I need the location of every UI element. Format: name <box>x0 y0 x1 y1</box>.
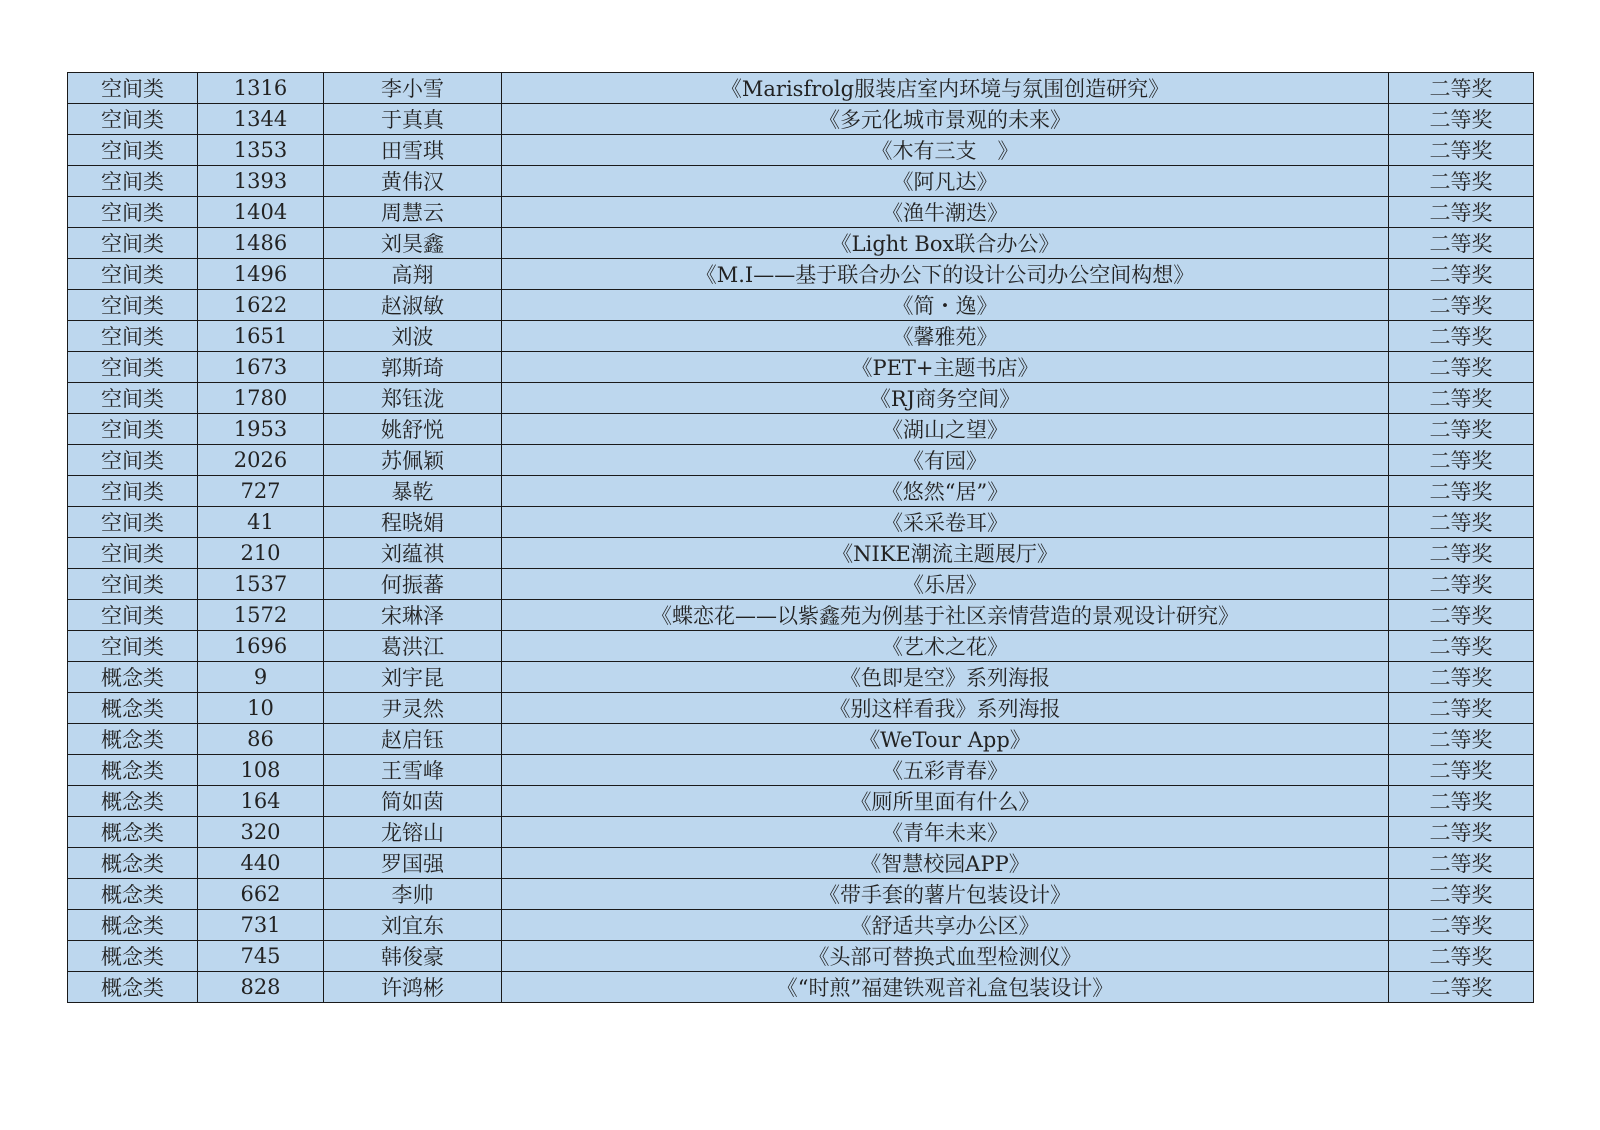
work-title-cell: 《采采卷耳》 <box>502 507 1389 538</box>
entry-id-cell: 320 <box>198 817 324 848</box>
author-name-cell: 简如茵 <box>324 786 502 817</box>
category-cell: 空间类 <box>68 383 198 414</box>
work-title-cell: 《木有三支 》 <box>502 135 1389 166</box>
award-table <box>67 72 1534 1003</box>
award-level-cell: 二等奖 <box>1389 383 1534 414</box>
work-title-cell: 《厕所里面有什么》 <box>502 786 1389 817</box>
award-level-cell: 二等奖 <box>1389 600 1534 631</box>
award-level-cell: 二等奖 <box>1389 445 1534 476</box>
author-name-cell: 许鸿彬 <box>324 972 502 1003</box>
category-cell: 概念类 <box>68 910 198 941</box>
work-title-cell: 《悠然“居”》 <box>502 476 1389 507</box>
award-level-cell: 二等奖 <box>1389 941 1534 972</box>
table-row <box>68 755 1534 786</box>
author-name-cell: 高翔 <box>324 259 502 290</box>
work-title-cell: 《有园》 <box>502 445 1389 476</box>
table-row <box>68 290 1534 321</box>
work-title-cell: 《头部可替换式血型检测仪》 <box>502 941 1389 972</box>
entry-id-cell: 1696 <box>198 631 324 662</box>
table-row <box>68 321 1534 352</box>
entry-id-cell: 108 <box>198 755 324 786</box>
award-level-cell: 二等奖 <box>1389 135 1534 166</box>
award-level-cell: 二等奖 <box>1389 352 1534 383</box>
author-name-cell: 刘宜东 <box>324 910 502 941</box>
author-name-cell: 田雪琪 <box>324 135 502 166</box>
category-cell: 空间类 <box>68 290 198 321</box>
work-title-cell: 《蝶恋花——以紫鑫苑为例基于社区亲情营造的景观设计研究》 <box>502 600 1389 631</box>
table-row <box>68 662 1534 693</box>
author-name-cell: 尹灵然 <box>324 693 502 724</box>
category-cell: 概念类 <box>68 879 198 910</box>
category-cell: 概念类 <box>68 817 198 848</box>
table-row <box>68 972 1534 1003</box>
award-level-cell: 二等奖 <box>1389 662 1534 693</box>
work-title-cell: 《Marisfrolg服装店室内环境与氛围创造研究》 <box>502 73 1389 104</box>
table-row <box>68 941 1534 972</box>
author-name-cell: 葛洪江 <box>324 631 502 662</box>
author-name-cell: 王雪峰 <box>324 755 502 786</box>
category-cell: 概念类 <box>68 786 198 817</box>
entry-id-cell: 41 <box>198 507 324 538</box>
award-level-cell: 二等奖 <box>1389 755 1534 786</box>
award-level-cell: 二等奖 <box>1389 817 1534 848</box>
table-row <box>68 352 1534 383</box>
award-level-cell: 二等奖 <box>1389 538 1534 569</box>
table-row <box>68 507 1534 538</box>
work-title-cell: 《“时煎”福建铁观音礼盒包装设计》 <box>502 972 1389 1003</box>
award-level-cell: 二等奖 <box>1389 724 1534 755</box>
award-level-cell: 二等奖 <box>1389 73 1534 104</box>
work-title-cell: 《舒适共享办公区》 <box>502 910 1389 941</box>
category-cell: 空间类 <box>68 476 198 507</box>
table-row <box>68 414 1534 445</box>
entry-id-cell: 1651 <box>198 321 324 352</box>
table-row <box>68 445 1534 476</box>
entry-id-cell: 9 <box>198 662 324 693</box>
category-cell: 概念类 <box>68 941 198 972</box>
category-cell: 空间类 <box>68 73 198 104</box>
author-name-cell: 龙镕山 <box>324 817 502 848</box>
entry-id-cell: 2026 <box>198 445 324 476</box>
work-title-cell: 《馨雅苑》 <box>502 321 1389 352</box>
award-level-cell: 二等奖 <box>1389 290 1534 321</box>
entry-id-cell: 1496 <box>198 259 324 290</box>
entry-id-cell: 745 <box>198 941 324 972</box>
category-cell: 概念类 <box>68 972 198 1003</box>
entry-id-cell: 828 <box>198 972 324 1003</box>
work-title-cell: 《Light Box联合办公》 <box>502 228 1389 259</box>
table-row <box>68 600 1534 631</box>
category-cell: 空间类 <box>68 414 198 445</box>
author-name-cell: 程晓娟 <box>324 507 502 538</box>
entry-id-cell: 1780 <box>198 383 324 414</box>
award-level-cell: 二等奖 <box>1389 321 1534 352</box>
work-title-cell: 《M.I——基于联合办公下的设计公司办公空间构想》 <box>502 259 1389 290</box>
author-name-cell: 郑钰泷 <box>324 383 502 414</box>
entry-id-cell: 1393 <box>198 166 324 197</box>
award-level-cell: 二等奖 <box>1389 166 1534 197</box>
category-cell: 空间类 <box>68 569 198 600</box>
table-row <box>68 166 1534 197</box>
table-row <box>68 259 1534 290</box>
category-cell: 空间类 <box>68 507 198 538</box>
entry-id-cell: 662 <box>198 879 324 910</box>
category-cell: 空间类 <box>68 631 198 662</box>
work-title-cell: 《多元化城市景观的未来》 <box>502 104 1389 135</box>
table-row <box>68 693 1534 724</box>
work-title-cell: 《渔牛潮迭》 <box>502 197 1389 228</box>
award-level-cell: 二等奖 <box>1389 104 1534 135</box>
category-cell: 空间类 <box>68 228 198 259</box>
table-row <box>68 817 1534 848</box>
award-level-cell: 二等奖 <box>1389 879 1534 910</box>
category-cell: 空间类 <box>68 197 198 228</box>
author-name-cell: 刘蕴祺 <box>324 538 502 569</box>
work-title-cell: 《色即是空》系列海报 <box>502 662 1389 693</box>
work-title-cell: 《乐居》 <box>502 569 1389 600</box>
author-name-cell: 周慧云 <box>324 197 502 228</box>
entry-id-cell: 86 <box>198 724 324 755</box>
table-row <box>68 135 1534 166</box>
table-row <box>68 879 1534 910</box>
award-level-cell: 二等奖 <box>1389 414 1534 445</box>
author-name-cell: 韩俊豪 <box>324 941 502 972</box>
table-row <box>68 476 1534 507</box>
entry-id-cell: 440 <box>198 848 324 879</box>
award-level-cell: 二等奖 <box>1389 228 1534 259</box>
category-cell: 空间类 <box>68 166 198 197</box>
author-name-cell: 郭斯琦 <box>324 352 502 383</box>
author-name-cell: 苏佩颖 <box>324 445 502 476</box>
category-cell: 空间类 <box>68 445 198 476</box>
category-cell: 概念类 <box>68 848 198 879</box>
author-name-cell: 赵启钰 <box>324 724 502 755</box>
author-name-cell: 刘昊鑫 <box>324 228 502 259</box>
entry-id-cell: 1673 <box>198 352 324 383</box>
work-title-cell: 《PET+主题书店》 <box>502 352 1389 383</box>
award-table-body <box>68 73 1534 1003</box>
entry-id-cell: 10 <box>198 693 324 724</box>
work-title-cell: 《别这样看我》系列海报 <box>502 693 1389 724</box>
entry-id-cell: 1953 <box>198 414 324 445</box>
category-cell: 空间类 <box>68 104 198 135</box>
entry-id-cell: 1486 <box>198 228 324 259</box>
award-level-cell: 二等奖 <box>1389 693 1534 724</box>
work-title-cell: 《智慧校园APP》 <box>502 848 1389 879</box>
author-name-cell: 宋琳泽 <box>324 600 502 631</box>
author-name-cell: 李小雪 <box>324 73 502 104</box>
work-title-cell: 《青年未来》 <box>502 817 1389 848</box>
category-cell: 空间类 <box>68 259 198 290</box>
award-level-cell: 二等奖 <box>1389 197 1534 228</box>
entry-id-cell: 1622 <box>198 290 324 321</box>
entry-id-cell: 210 <box>198 538 324 569</box>
work-title-cell: 《阿凡达》 <box>502 166 1389 197</box>
table-row <box>68 786 1534 817</box>
entry-id-cell: 727 <box>198 476 324 507</box>
author-name-cell: 李帅 <box>324 879 502 910</box>
entry-id-cell: 1344 <box>198 104 324 135</box>
table-row <box>68 848 1534 879</box>
table-row <box>68 910 1534 941</box>
entry-id-cell: 1316 <box>198 73 324 104</box>
entry-id-cell: 1404 <box>198 197 324 228</box>
author-name-cell: 黄伟汉 <box>324 166 502 197</box>
category-cell: 空间类 <box>68 352 198 383</box>
table-row <box>68 197 1534 228</box>
award-level-cell: 二等奖 <box>1389 786 1534 817</box>
work-title-cell: 《带手套的薯片包装设计》 <box>502 879 1389 910</box>
work-title-cell: 《简・逸》 <box>502 290 1389 321</box>
award-level-cell: 二等奖 <box>1389 910 1534 941</box>
author-name-cell: 刘波 <box>324 321 502 352</box>
work-title-cell: 《五彩青春》 <box>502 755 1389 786</box>
table-row <box>68 383 1534 414</box>
category-cell: 空间类 <box>68 600 198 631</box>
table-row <box>68 538 1534 569</box>
table-row <box>68 228 1534 259</box>
category-cell: 概念类 <box>68 755 198 786</box>
table-row <box>68 724 1534 755</box>
category-cell: 空间类 <box>68 538 198 569</box>
author-name-cell: 暴乾 <box>324 476 502 507</box>
award-level-cell: 二等奖 <box>1389 631 1534 662</box>
award-level-cell: 二等奖 <box>1389 259 1534 290</box>
work-title-cell: 《NIKE潮流主题展厅》 <box>502 538 1389 569</box>
work-title-cell: 《湖山之望》 <box>502 414 1389 445</box>
author-name-cell: 赵淑敏 <box>324 290 502 321</box>
author-name-cell: 罗国强 <box>324 848 502 879</box>
category-cell: 空间类 <box>68 135 198 166</box>
entry-id-cell: 1537 <box>198 569 324 600</box>
award-level-cell: 二等奖 <box>1389 507 1534 538</box>
entry-id-cell: 1572 <box>198 600 324 631</box>
table-row <box>68 73 1534 104</box>
entry-id-cell: 1353 <box>198 135 324 166</box>
author-name-cell: 于真真 <box>324 104 502 135</box>
category-cell: 概念类 <box>68 724 198 755</box>
work-title-cell: 《WeTour App》 <box>502 724 1389 755</box>
category-cell: 概念类 <box>68 693 198 724</box>
category-cell: 空间类 <box>68 321 198 352</box>
entry-id-cell: 731 <box>198 910 324 941</box>
work-title-cell: 《艺术之花》 <box>502 631 1389 662</box>
award-level-cell: 二等奖 <box>1389 972 1534 1003</box>
table-row <box>68 569 1534 600</box>
category-cell: 概念类 <box>68 662 198 693</box>
table-row <box>68 104 1534 135</box>
award-level-cell: 二等奖 <box>1389 476 1534 507</box>
entry-id-cell: 164 <box>198 786 324 817</box>
award-level-cell: 二等奖 <box>1389 569 1534 600</box>
author-name-cell: 何振蕃 <box>324 569 502 600</box>
work-title-cell: 《RJ商务空间》 <box>502 383 1389 414</box>
table-row <box>68 631 1534 662</box>
author-name-cell: 姚舒悦 <box>324 414 502 445</box>
award-level-cell: 二等奖 <box>1389 848 1534 879</box>
author-name-cell: 刘宇昆 <box>324 662 502 693</box>
